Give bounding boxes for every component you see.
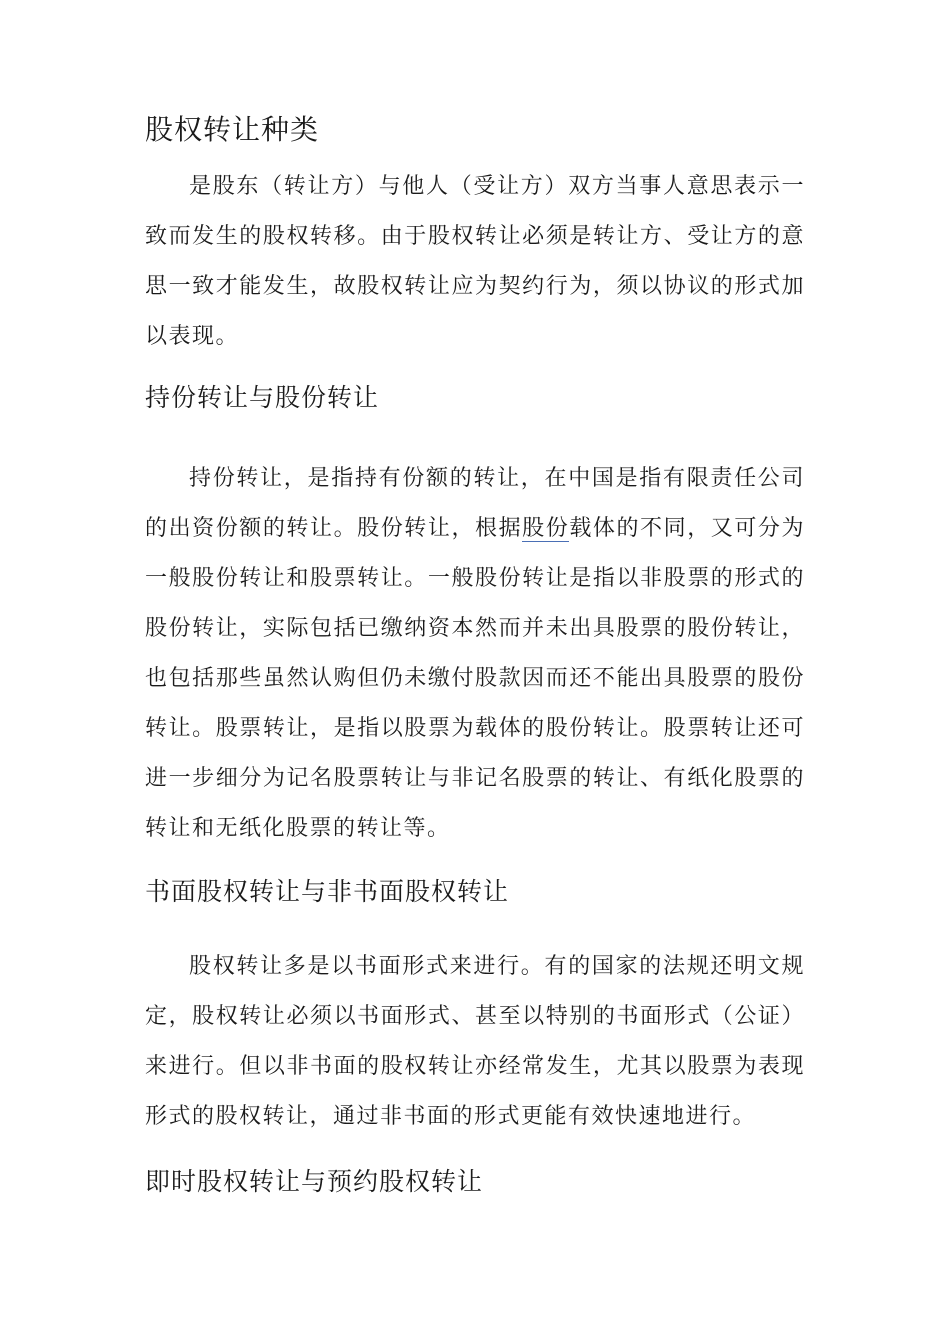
paragraph-text-before-link: 持份转让，是指持有份额的转让，在中国是指有限责任公司的出资份额的转让。股份转让，根据: [145, 466, 805, 541]
section-paragraph-written-transfer: 股权转让多是以书面形式来进行。有的国家的法规还明文规定，股权转让必须以书面形式、甚至以特别的书面形式（公证）来进行。但以非书面的股权转让亦经常发生，尤其以股票为表现形式的股权转让，通过非书面的形式更能有效快速地进行。: [145, 954, 805, 1129]
share-link[interactable]: 股份: [522, 516, 570, 541]
document-page: [145, 110, 805, 1202]
paragraph-text-after-link: 载体的不同，又可分为一般股份转让和股票转让。一般股份转让是指以非股票的形式的股份转让，实际包括已缴纳资本然而并未出具股票的股份转让，也包括那些虽然认购但仍未缴付股款因而还不能出具股票的股份转让。股票转让，是指以股票为载体的股份转让。股票转让还可进一步细分为记名股票转让与非记名股票的转让、有纸化股票的转让和无纸化股票的转让等。: [145, 516, 805, 841]
section-paragraph-share-transfer: [145, 454, 805, 854]
section-title-share-transfer: 持份转让与股份转让: [145, 383, 380, 412]
intro-paragraph: 是股东（转让方）与他人（受让方）双方当事人意思表示一致而发生的股权转移。由于股权转让必须是转让方、受让方的意思一致才能发生，故股权转让应为契约行为，须以协议的形式加以表现。: [145, 174, 805, 349]
document-title: 股权转让种类: [145, 113, 320, 146]
section-title-immediate-transfer: 即时股权转让与预约股权转让: [145, 1167, 484, 1196]
section-title-written-transfer: 书面股权转让与非书面股权转让: [145, 877, 510, 906]
